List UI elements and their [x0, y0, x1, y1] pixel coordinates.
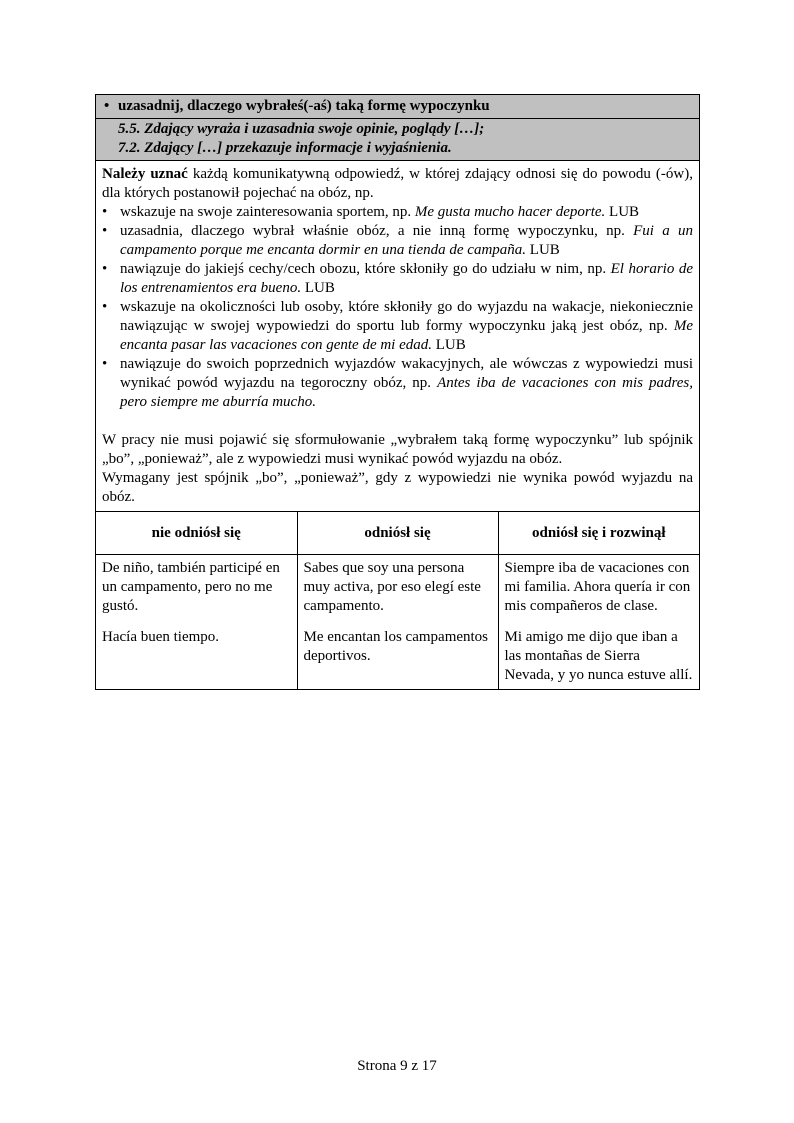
criteria-note: W pracy nie musi pojawić się sformułowanie „wybrałem taką formę wypoczynku” lub spójnik „bo”, „ponieważ”, ale z wypowiedzi musi wynikać powód wyjazdu na obóz. [102, 432, 693, 467]
requirement-item: 5.5. Zdający wyraża i uzasadnia swoje opinie, poglądy […]; [118, 121, 485, 137]
criteria-intro [102, 165, 693, 203]
sample-answer: De niño, también participé en un campamento, pero no me gustó. [102, 560, 280, 614]
task-title-row [96, 95, 699, 119]
sample-answers-table [96, 511, 699, 689]
spacer [102, 412, 693, 431]
criterion-text: uzasadnia, dlaczego wybrał właśnie obóz, a nie inną formę wypoczynku, np. [120, 223, 634, 239]
sample-answer: Sabes que soy una persona muy activa, por eso elegí este campamento. [303, 560, 481, 614]
scoring-table [95, 94, 700, 690]
criteria-intro-bold: Należy uznać [102, 166, 188, 182]
column-header: nie odniósł się [96, 512, 297, 555]
column-header: odniósł się [297, 512, 498, 555]
bullet-icon: • [102, 223, 108, 239]
criterion-text: wskazuje na swoje zainteresowania sportem, np. [120, 204, 415, 220]
criteria-intro-text: każdą komunikatywną odpowiedź, w której zdający odnosi się do powodu (-ów), dla których postanowił pojechać na obóz, np. [102, 166, 693, 201]
table-cell [498, 555, 699, 690]
column-header: odniósł się i rozwinął [498, 512, 699, 555]
criterion-text: nawiązuje do jakiejś cechy/cech obozu, które skłoniły go do udziału w nim, np. [120, 261, 611, 277]
table-cell [297, 555, 498, 690]
requirement-item: 7.2. Zdający […] przekazuje informacje i wyjaśnienia. [118, 140, 452, 156]
page-number: Strona 9 z 17 [357, 1058, 437, 1074]
table-cell [96, 555, 297, 690]
criterion-tail: LUB [605, 204, 640, 220]
sample-answer: Hacía buen tiempo. [102, 629, 220, 645]
criterion-tail: LUB [432, 337, 466, 353]
criteria-note: Wymagany jest spójnik „bo”, „ponieważ”, gdy z wypowiedzi nie wynika powód wyjazdu na obóz. [102, 470, 693, 505]
criteria-list [102, 203, 693, 412]
sample-answer: Mi amigo me dijo que iban a las montañas de Sierra Nevada, y yo nunca estuve allí. [504, 629, 693, 683]
bullet-icon: • [102, 356, 108, 372]
list-item [102, 260, 693, 298]
criterion-text: wskazuje na okoliczności lub osoby, które skłoniły go do wyjazdu na wakacje, niekoniecznie nawiązując w swojej wypowiedzi do sportu lub formy wypoczynku jaką jest obóz, np. [120, 299, 693, 334]
criterion-example: Antes iba de vacaciones con mis padres, pero siempre me aburría mucho. [120, 375, 693, 410]
bullet-icon: • [104, 98, 110, 114]
spacer [102, 616, 291, 628]
sample-answer: Siempre iba de vacaciones con mi familia. Ahora quería ir con mis compañeros de clase. [504, 560, 691, 614]
bullet-icon: • [102, 204, 108, 220]
bullet-icon: • [102, 261, 108, 277]
criterion-example: Me gusta mucho hacer deporte. [414, 204, 606, 220]
table-header-row [96, 512, 699, 555]
list-item [102, 355, 693, 412]
list-item [102, 222, 693, 260]
criterion-example: Fui a un campamento porque me encanta dormir en una tienda de campaña. [120, 223, 693, 258]
task-title: uzasadnij, dlaczego wybrałeś(-aś) taką formę wypoczynku [118, 98, 490, 114]
list-item [102, 298, 693, 355]
table-row [96, 555, 699, 690]
task-header [96, 95, 699, 161]
criterion-tail: LUB [301, 280, 335, 296]
spacer [304, 616, 492, 628]
spacer [505, 616, 694, 628]
list-item [102, 203, 693, 222]
criterion-example: El horario de los entrenamientos era bueno. [120, 261, 693, 296]
bullet-icon: • [102, 299, 108, 315]
criterion-tail: LUB [526, 242, 560, 258]
sample-answer: Me encantan los campamentos deportivos. [303, 629, 489, 664]
requirements [96, 119, 699, 160]
criterion-text: nawiązuje do swoich poprzednich wyjazdów wakacyjnych, ale wówczas z wypowiedzi musi wynikać powód wyjazdu na tegoroczny obóz, np. [120, 356, 693, 391]
criteria-section [96, 161, 699, 511]
criterion-example: Me encanta pasar las vacaciones con gente de mi edad. [120, 318, 693, 353]
